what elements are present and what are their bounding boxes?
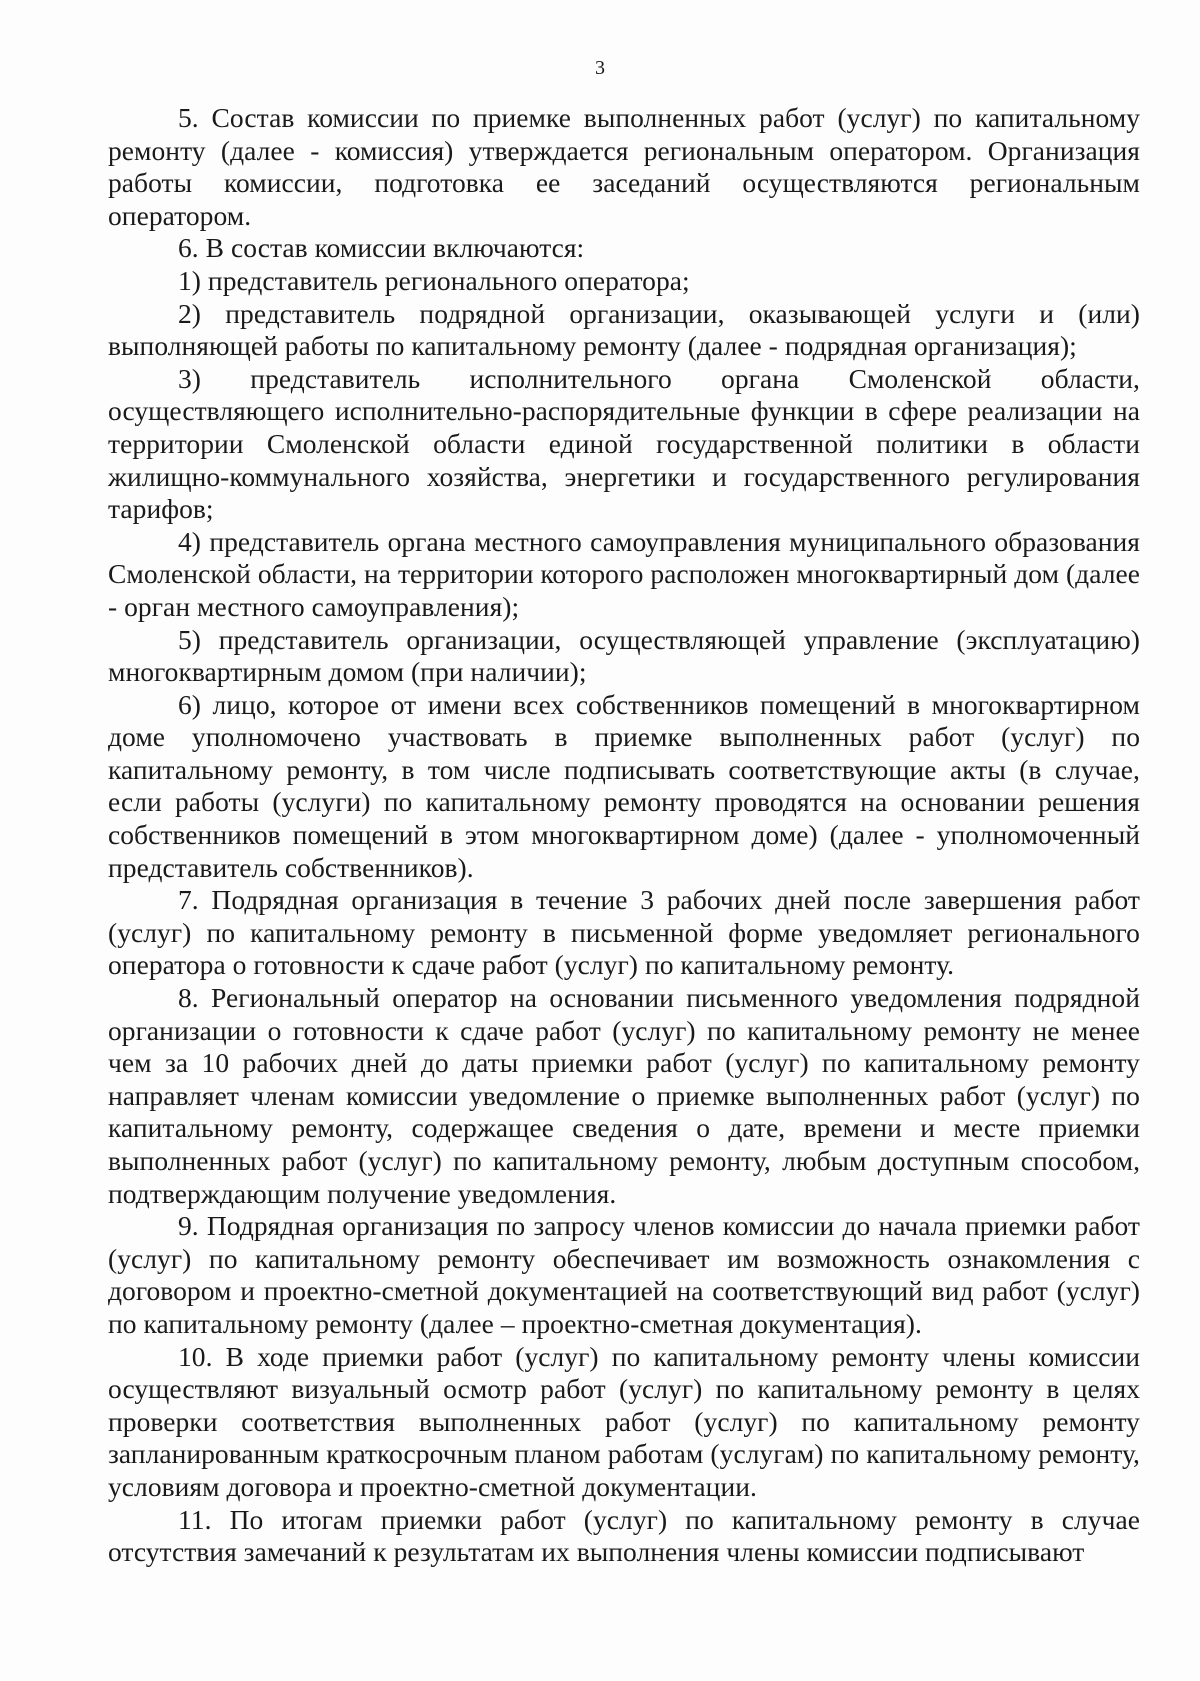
paragraph-6: 6. В состав комиссии включаются: bbox=[178, 232, 585, 264]
list-item-1: 1) представитель регионального оператора; bbox=[178, 264, 690, 296]
paragraph-5: 5. Состав комиссии по приемке выполненных работ (услуг) по капитальному ремонту (далее - комиссия) утверждается региональным оператором. Организация работы комиссии, подготовка ее заседаний осуществляются региональным оператором. bbox=[108, 102, 1140, 231]
paragraph-8: 8. Региональный оператор на основании письменного уведомления подрядной организации о готовности к сдаче работ (услуг) по капитальному ремонту не менее чем за 10 рабочих дней до даты приемки работ (услуг) по капитальному ремонту направляет членам комиссии уведомление о приемке выполненных работ (услуг) по капитальному ремонту, содержащее сведения о дате, времени и месте приемки выполненных работ (услуг) по капитальному ремонту, любым доступным способом, подтверждающим получение уведомления. bbox=[108, 982, 1140, 1209]
list-item-6: 6) лицо, которое от имени всех собственников помещений в многоквартирном доме уполномочено участвовать в приемке выполненных работ (услуг) по капитальному ремонту, в том числе подписывать соответствующие акты (в случае, если работы (услуги) по капитальному ремонту проводятся на основании решения собственников помещений в этом многоквартирном доме) (далее - уполномоченный представитель собственников). bbox=[108, 688, 1140, 883]
paragraph-9: 9. Подрядная организация по запросу членов комиссии до начала приемки работ (услуг) по капитальному ремонту обеспечивает им возможность ознакомления с договором и проектно-сметной документацией на соответствующий вид работ (услуг) по капитальному ремонту (далее – проектно-сметная документация). bbox=[108, 1210, 1140, 1339]
list-item-2: 2) представитель подрядной организации, оказывающей услуги и (или) выполняющей работы по капитальному ремонту (далее - подрядная организация); bbox=[108, 297, 1140, 362]
list-item-3: 3) представитель исполнительного органа Смоленской области, осуществляющего исполнительно-распорядительные функции в сфере реализации на территории Смоленской области единой государственной политики в области жилищно-коммунального хозяйства, энергетики и государственного регулирования тарифов; bbox=[108, 362, 1140, 525]
list-item-4: 4) представитель органа местного самоуправления муниципального образования Смоленской области, на территории которого расположен многоквартирный дом (далее - орган местного самоуправления); bbox=[108, 525, 1140, 622]
paragraph-7: 7. Подрядная организация в течение 3 рабочих дней после завершения работ (услуг) по капитальному ремонту в письменной форме уведомляет регионального оператора о готовности к сдаче работ (услуг) по капитальному ремонту. bbox=[108, 884, 1140, 981]
page-number: 3 bbox=[595, 57, 605, 79]
list-item-5: 5) представитель организации, осуществляющей управление (эксплуатацию) многоквартирным домом (при наличии); bbox=[108, 623, 1140, 688]
paragraph-11: 11. По итогам приемки работ (услуг) по капитальному ремонту в случае отсутствия замечаний к результатам их выполнения члены комиссии подписывают bbox=[108, 1503, 1140, 1568]
document-body bbox=[108, 102, 1140, 1569]
paragraph-10: 10. В ходе приемки работ (услуг) по капитальному ремонту члены комиссии осуществляют визуальный осмотр работ (услуг) по капитальному ремонту в целях проверки соответствия выполненных работ (услуг) по капитальному ремонту запланированным краткосрочным планом работам (услугам) по капитальному ремонту, условиям договора и проектно-сметной документации. bbox=[108, 1340, 1140, 1502]
